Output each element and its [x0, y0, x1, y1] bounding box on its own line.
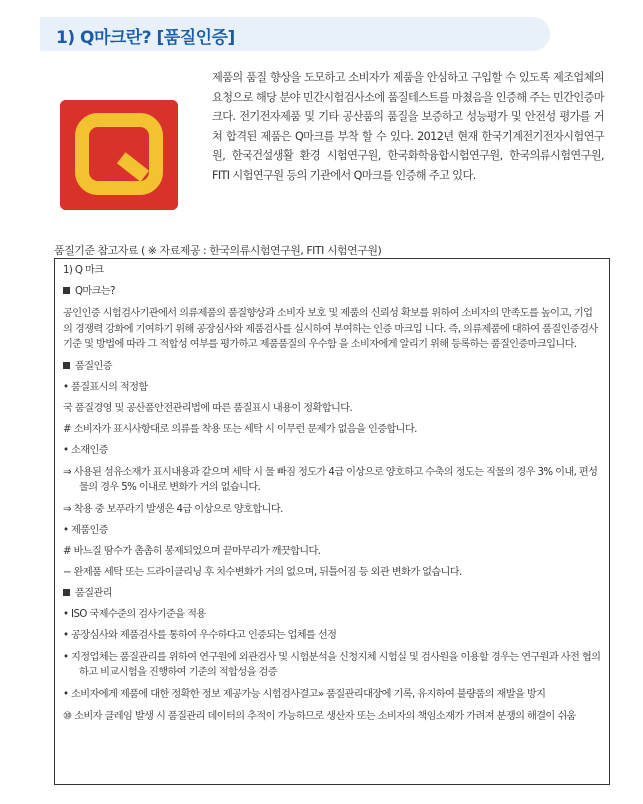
square-bullet-icon — [63, 362, 70, 369]
reference-box — [54, 258, 610, 785]
ref-line: # 소비자가 표시사항대로 의류를 착용 또는 세탁 시 이무런 문제가 없음을 인증합니다. — [63, 423, 417, 435]
intro-text: 제품의 품질 향상을 도모하고 소비자가 제품을 안심하고 구입할 수 있도록 제조업체의 요청으로 해당 분야 민간시험검사소에 품질테스트를 마쳤음을 인증해 주는 민간인증마크다. 전기전자제품 및 기타 공산품의 품질을 보증하고 성능평가 및 안전성 평가를 거쳐 합격된 제품은 Q마크를 부착 할 수 있다. 2012년 현재 한국기계전기전자시험연구원, 한국건설생활 환경 시험연구원, 한국화학융합시험연구원, 한국의류시험연구원, FITI 시험연구원 등의 기관에서 Q마크를 인증해 주고 있다. — [212, 71, 604, 182]
ref-paragraph: 공인인증 시험검사기관에서 의류제품의 품질향상과 소비자 보호 및 제품의 신뢰성 확보를 위하여 소비자의 만족도를 높이고, 기업의 경쟁력 강화에 기여하기 위해 공장심사와 제품검사를 실시하여 부여하는 인증 마크입 니다. 즉, 의류제품에 대하여 품질인증검사기준 및 방법에 따라 그 적합성 여부를 평가하고 제품품질의 우수함 을 소비자에게 알리기 위해 등록하는 품질인증마크입니다. — [63, 308, 598, 350]
ref-heading: 품질인증 — [63, 360, 601, 374]
ref-line: • ISO 국제수준의 검사기준을 적용 — [63, 608, 206, 620]
ref-line: • 소비자에게 제품에 대한 정확한 정보 제공가능 시험검사결고» 품질관리대장에 기록, 유지하여 불량품의 재발을 방지 — [63, 688, 546, 700]
ref-line: • 품질표시의 적정함 — [63, 381, 148, 393]
square-bullet-icon — [63, 287, 70, 294]
ref-line: 국 품질경영 및 공산품안전관리법에 따른 품질표시 내용이 정확합니다. — [63, 402, 353, 414]
q-mark-logo — [60, 100, 178, 210]
ref-line: • 제품인증 — [63, 524, 109, 536]
ref-line: ⇒ 착용 중 보푸라기 발생은 4급 이상으로 양호합니다. — [63, 503, 283, 515]
ref-line: ⑩ 소비자 클레임 발생 시 품질관리 데이터의 추적이 가능하므로 생산자 또는 소비자의 책임소재가 가려져 분쟁의 해결이 쉬움 — [63, 710, 576, 722]
reference-caption: 품질기준 참고자료 ( ※ 자료제공 : 한국의류시험연구원, FITI 시험연구원) — [54, 244, 382, 257]
ref-line: • 소재인증 — [63, 444, 109, 456]
ref-line: # 바느질 땀수가 촘촘히 봉제되었으며 끝마무리가 깨끗합니다. — [63, 545, 321, 557]
q-mark-icon — [60, 100, 178, 210]
ref-line: ⇒ 사용된 섬유소재가 표시내용과 같으며 세탁 시 물 빠짐 정도가 4급 이상으로 양호하고 수축의 정도는 직물의 경우 3% 이내, 편성물의 경우 5% 이내로 변화가 거의 없습니다. — [63, 466, 598, 493]
ref-heading: 품질관리 — [63, 587, 601, 601]
section-title: 1) Q마크란? [품질인증] — [56, 28, 235, 48]
intro-paragraph — [212, 68, 604, 185]
ref-line: • 지정업체는 품질관리를 위하여 연구원에 외관검사 및 시험분석을 신청지체 시험실 및 검사원을 이용할 경우는 연구원과 사전 협의하고 비교시험을 진행하여 기준의 적합성을 검증 — [63, 651, 601, 678]
ref-line-title: 1) Q 마크 — [63, 265, 104, 276]
ref-line: • 공장심사와 제품검사를 통하여 우수하다고 인증되는 업체를 선정 — [63, 629, 337, 641]
square-bullet-icon — [63, 589, 70, 596]
ref-line: − 완제품 세탁 또는 드라이클리닝 후 치수변화가 거의 없으며, 뒤틀어짐 등 외관 변화가 없습니다. — [63, 566, 462, 578]
ref-heading: Q마크는? — [63, 285, 601, 299]
